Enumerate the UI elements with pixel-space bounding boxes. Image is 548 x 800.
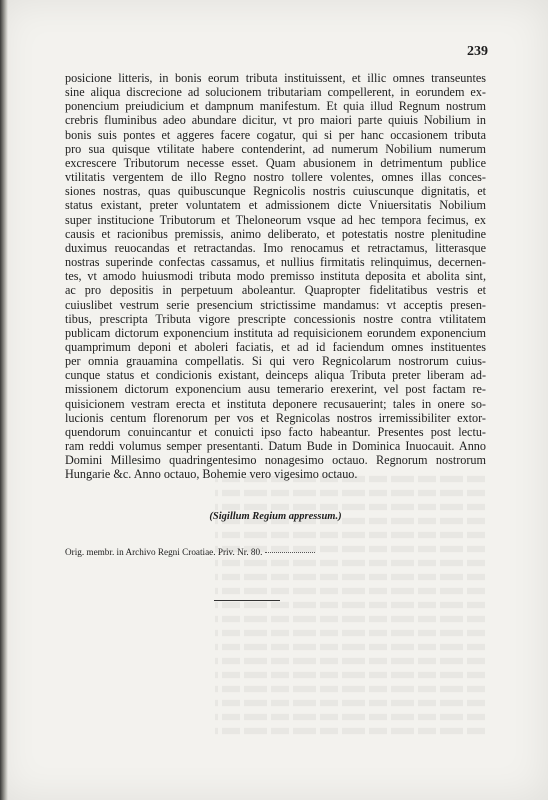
text-line: ponencium preiudicium et dampnum manifestum. Et quia illud Regnum nostrum <box>65 99 486 114</box>
text-line: nostras superinde confectas cassamus, et nullius firmitatis relinquimus, decernen- <box>65 255 486 270</box>
text-line: Domini Millesimo quadringentesimo nonagesimo octauo. Regnorum nostrorum <box>65 453 486 468</box>
text-line: status existant, preter voluntatem et admissionem dicte Vniuersitatis Nobilium <box>65 198 486 213</box>
text-line: sine aliqua discrecione ad solucionem tributariam compellerent, in eorundem ex- <box>65 85 486 100</box>
closing-rule <box>214 600 280 601</box>
text-line: publicam dictorum exponencium instituta ad requisicionem eorundem exponencium <box>65 325 486 340</box>
text-line: vtilitatis vergentem de illo Regno nostro tollere volentes, omnes illas conces- <box>65 170 486 185</box>
text-line: duximus reuocandas et retractandas. Imo renocamus et retractamus, litterasque <box>65 240 486 255</box>
text-line: excrescere Tributorum necesse esset. Quam abusionem in detrimentum publice <box>65 155 486 170</box>
text-line: quamprimum deponi et aboleri faciatis, et ad id faciendum omnes instituentes <box>65 339 486 354</box>
text-line: lucionis centum florenorum per vos et Regnicolas nostros irremissibiliter extor- <box>65 410 486 425</box>
text-line: quisicionem vestram erecta et instituta deponere recusauerint; tales in onere so- <box>65 396 486 411</box>
text-line: cunque status et condicionis existant, deinceps aliqua Tributa preter liberam ad- <box>65 368 486 383</box>
text-line: ac pro depositis in perpetuum aboleantur. Quapropter fidelitatibus vestris et <box>65 283 486 298</box>
body-text <box>65 71 486 482</box>
text-line: per omnia grauamina compellatis. Si qui vero Regnicolarum nostrorum cuius- <box>65 354 486 369</box>
seal-note: (Sigillum Regium appressum.) <box>209 511 342 522</box>
text-line: ram reddi volumus semper presentanti. Datum Bude in Dominica Inuocauit. Anno <box>65 439 486 454</box>
text-line: causis et racionibus premissis, animo deliberato, et potestatis nostre plenitudine <box>65 226 486 241</box>
text-line: tes, vt amodo huiusmodi tributa modo premisso instituta deposita et abolita sint, <box>65 269 486 284</box>
text-line: missionem dictorum exponencium ausu temerario erexerint, vel post factam re- <box>65 382 486 397</box>
text-line: quendorum conuincantur et conuicti ipso facto habeantur. Presentes post lectu- <box>65 424 486 439</box>
source-note <box>65 547 325 557</box>
text-line: posicione litteris, in bonis eorum tributa instituissent, et illic omnes transeuntes <box>65 71 486 85</box>
text-line: bonis suis pontes et aggeres facere cogatur, qui si per hanc occasionem tributa <box>65 127 486 142</box>
text-line: super institucione Tributorum et Theloneorum vsque ad hec tempora fecimus, ex <box>65 212 486 227</box>
text-line: tibus, prescripta Tributa vigore prescripte concessionis nostre contra vtilitatem <box>65 311 486 326</box>
page-number: 239 <box>467 44 488 59</box>
dotted-leader <box>265 552 315 553</box>
text-line: Hungarie &c. Anno octauo, Bohemie vero vigesimo octauo. <box>65 467 358 482</box>
source-note-text: Orig. membr. in Archivo Regni Croatiae. Priv. Nr. 80. <box>65 547 263 557</box>
text-line: crebris fluminibus adeo abundare dicitur, vt pro maiori parte quiuis Nobilium in <box>65 113 486 128</box>
text-line: cuiuslibet vestrum serie presencium strictissime mandamus: vt acceptis presen- <box>65 297 486 312</box>
text-line: siones nostras, quas quibuscunque Regnicolis nostris cuiuscunque dignitatis, et <box>65 184 486 199</box>
text-line: pro sua quisque vtilitate habere contenderint, ad numerum Nobilium numerum <box>65 141 486 156</box>
